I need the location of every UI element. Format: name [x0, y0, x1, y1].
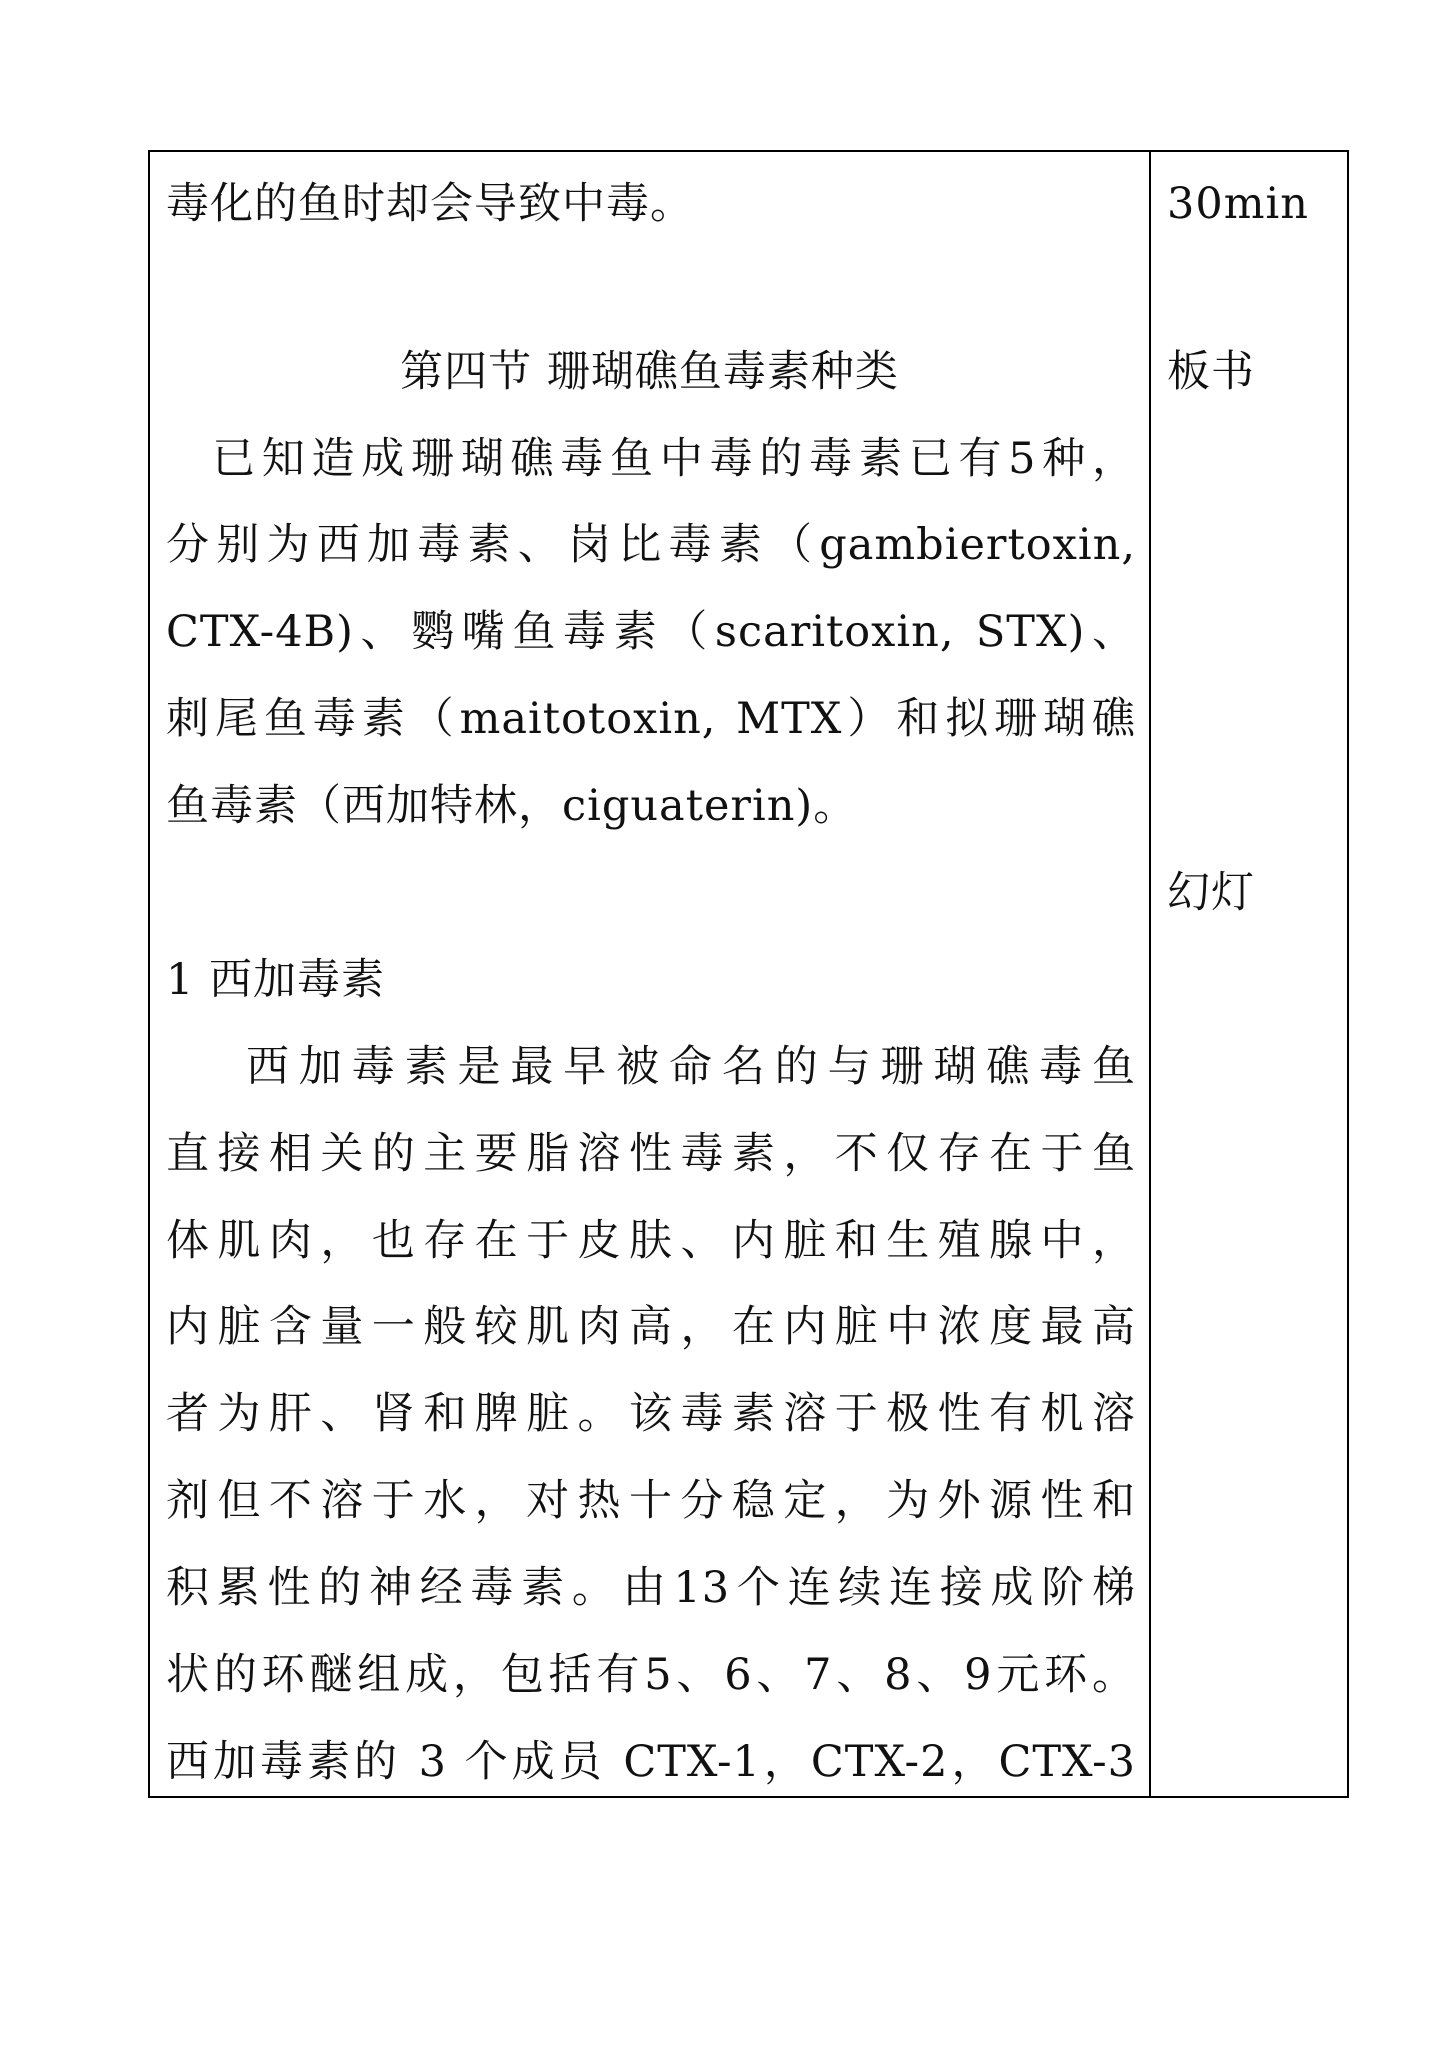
text-line: 状的环醚组成，包括有5、6、7、8、9元环。 — [166, 1650, 1136, 1700]
text-line: 西加毒素是最早被命名的与珊瑚礁毒鱼 — [246, 1042, 1136, 1092]
text-line: 者为肝、肾和脾脏。该毒素溶于极性有机溶 — [166, 1389, 1136, 1439]
text-line: 内脏含量一般较肌肉高，在内脏中浓度最高 — [166, 1302, 1136, 1352]
time-note: 30min — [1167, 179, 1309, 229]
blackboard-note: 板书 — [1167, 347, 1255, 397]
text-line: CTX-4B)、鹦嘴鱼毒素（scaritoxin, STX)、 — [166, 607, 1136, 657]
text-line: 积累性的神经毒素。由13个连续连接成阶梯 — [166, 1563, 1136, 1613]
text-line: 鱼毒素（西加特林，ciguaterin)。 — [166, 781, 858, 831]
section-heading: 第四节 珊瑚礁鱼毒素种类 — [400, 347, 899, 397]
text-line: 剂但不溶于水，对热十分稳定，为外源性和 — [166, 1476, 1136, 1526]
slides-note: 幻灯 — [1167, 868, 1255, 918]
text-line: 西加毒素的 3 个成员 CTX-1，CTX-2，CTX-3 — [166, 1737, 1136, 1787]
text-line: 刺尾鱼毒素（maitotoxin, MTX）和拟珊瑚礁 — [166, 694, 1136, 744]
notes-column — [1151, 152, 1347, 1796]
text-line: 分别为西加毒素、岗比毒素（gambiertoxin, — [166, 520, 1136, 570]
text-line: 已知造成珊瑚礁毒鱼中毒的毒素已有5种， — [212, 434, 1136, 484]
content-column — [150, 152, 1149, 1796]
text-line: 直接相关的主要脂溶性毒素，不仅存在于鱼 — [166, 1129, 1136, 1179]
text-line: 体肌肉，也存在于皮肤、内脏和生殖腺中， — [166, 1216, 1136, 1266]
lesson-plan-table — [148, 150, 1349, 1798]
subheading: 1 西加毒素 — [166, 955, 386, 1005]
text-line: 毒化的鱼时却会导致中毒。 — [166, 179, 694, 229]
